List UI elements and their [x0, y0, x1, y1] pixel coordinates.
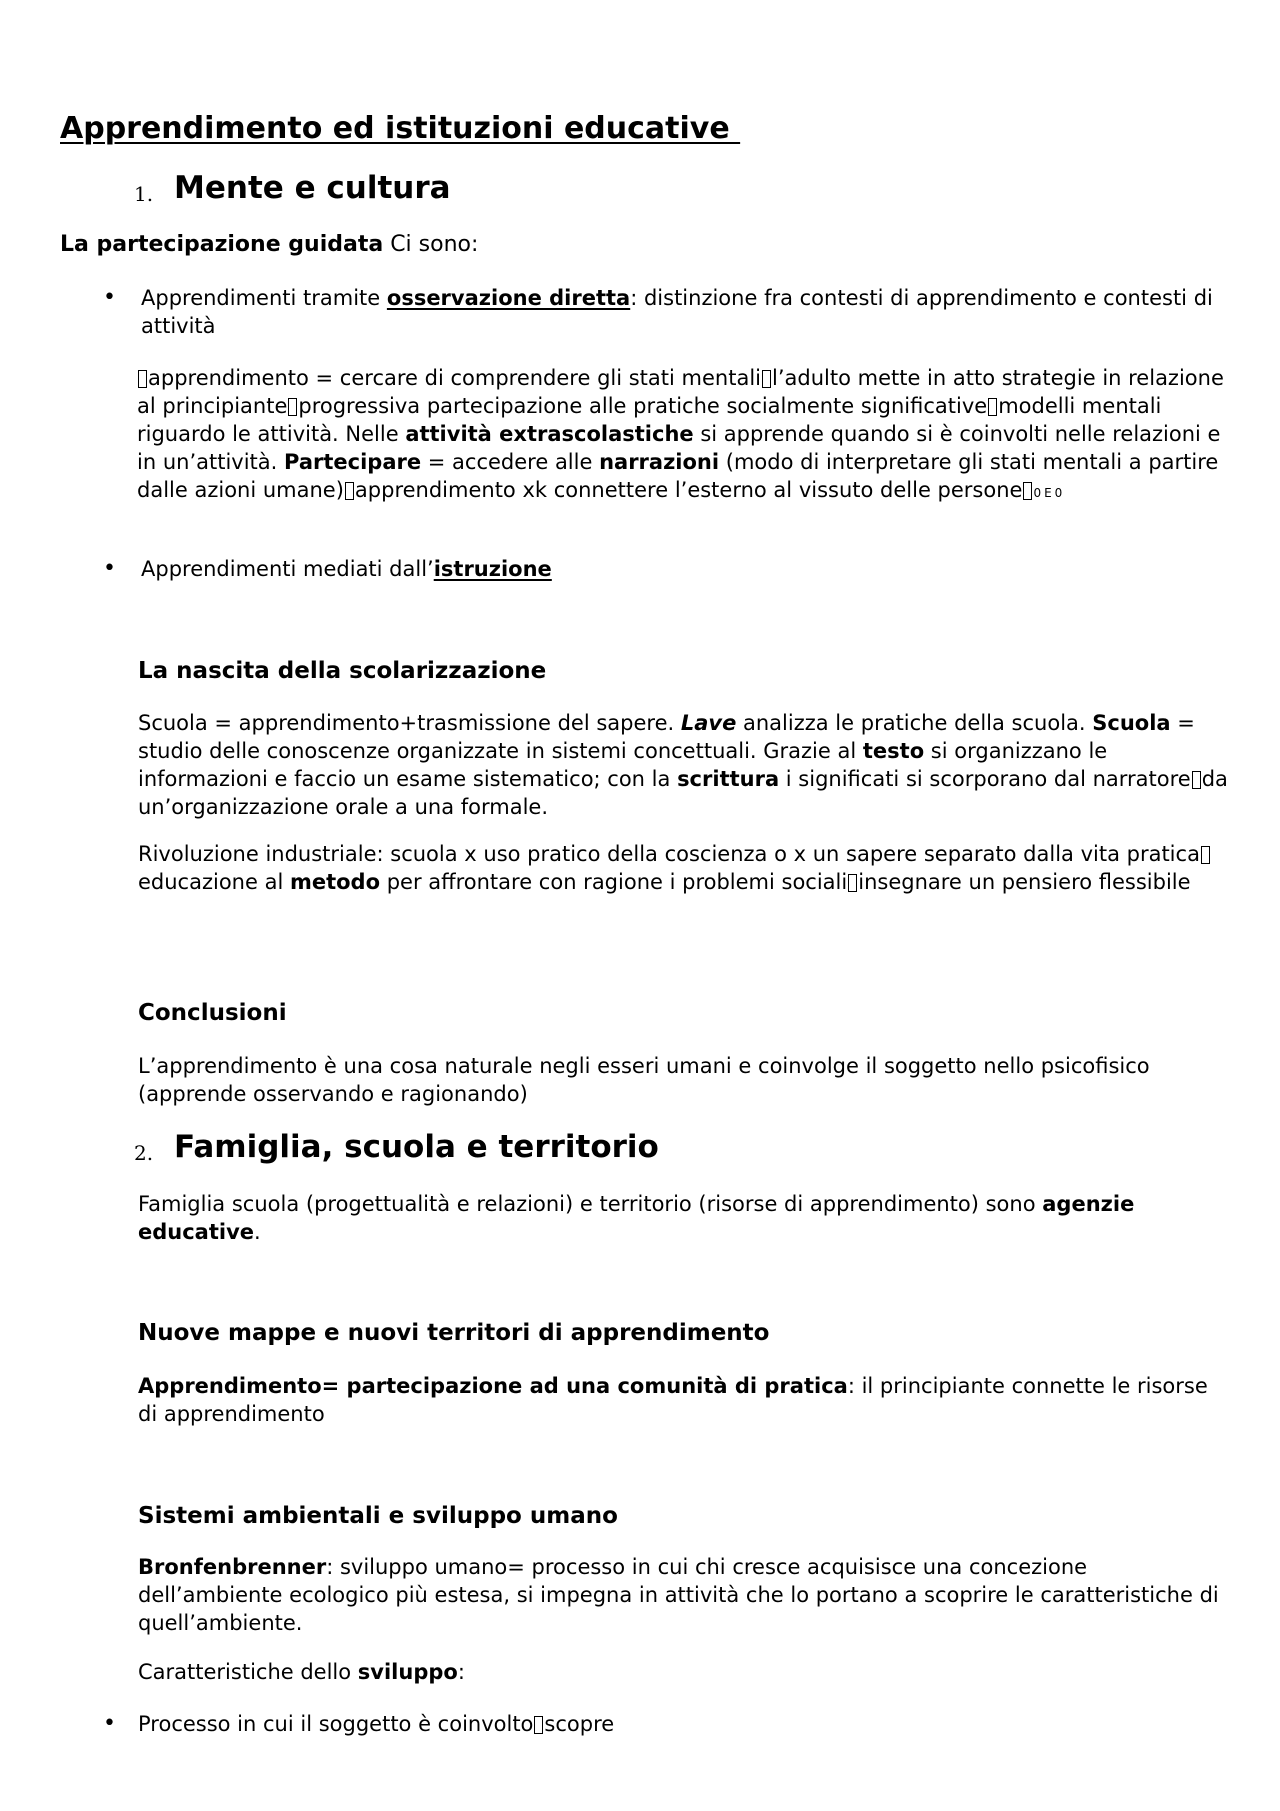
arrow-placeholder-icon: [1023, 482, 1032, 500]
detail-text: l’adulto mette in atto strategie in relazione al principiante: [137, 366, 1224, 418]
arrow-placeholder-icon: [1192, 771, 1201, 789]
paragraph-text: educazione al: [138, 870, 290, 894]
detail-text: modelli mentali riguardo le attività. Nelle: [137, 394, 1162, 446]
paragraph-text: : sviluppo umano= processo in cui chi cresce acquisisce una concezione dell’ambiente ecologico più estesa, si impegna in attività che lo portano a scoprire le caratteristiche di quell’ambiente.: [138, 1555, 1219, 1635]
paragraph-text: .: [254, 1220, 261, 1244]
detail-text: = accedere alle: [421, 450, 600, 474]
arrow-placeholder-icon: [1201, 846, 1210, 864]
section-number: 2.: [134, 1141, 154, 1165]
bullet-emphasis-osservazione: osservazione diretta: [386, 286, 631, 310]
subheading-sistemi-ambientali: Sistemi ambientali e sviluppo umano: [138, 1503, 618, 1529]
paragraph-text: per affrontare con ragione i problemi sociali: [380, 870, 848, 894]
paragraph-caratteristiche: [138, 1658, 1228, 1686]
subheading-nuove-mappe: Nuove mappe e nuovi territori di apprendimento: [138, 1320, 770, 1346]
bullet-emphasis-istruzione: istruzione: [433, 557, 552, 581]
arrow-placeholder-icon: [534, 1716, 543, 1734]
paragraph-text: : il principiante connette le risorse di apprendimento: [138, 1374, 1208, 1426]
bullet-icon: •: [103, 556, 116, 581]
bullet-text-prefix: Apprendimenti mediati dall’: [141, 557, 434, 581]
detail-text: apprendimento xk connettere l’esterno al vissuto delle persone: [354, 478, 1023, 502]
symbol-code: 0E0: [1033, 486, 1066, 500]
paragraph-bold: Apprendimento= partecipazione ad una comunità di pratica: [138, 1374, 848, 1398]
detail-text: apprendimento = cercare di comprendere gli stati mentali: [148, 366, 761, 390]
section-heading-famiglia: [134, 1127, 659, 1167]
bullet-text-suffix: : distinzione fra contesti di apprendimento e contesti di attività: [141, 286, 1213, 338]
bullet-text: Processo in cui il soggetto è coinvolto: [138, 1712, 534, 1736]
paragraph-text: Famiglia scuola (progettualità e relazioni) e territorio (risorse di apprendimento) sono: [138, 1192, 1043, 1216]
paragraph-bronfenbrenner: [138, 1553, 1228, 1637]
paragraph-text: insegnare un pensiero flessibile: [858, 870, 1191, 894]
paragraph-text: Rivoluzione industriale: scuola x uso pratico della coscienza o x un sapere separato dalla vita pratica: [138, 842, 1200, 866]
list-item-osservazione: [103, 284, 1226, 340]
detail-paragraph: [137, 364, 1237, 507]
intro-bold: La partecipazione guidata: [60, 232, 384, 257]
arrow-placeholder-icon: [345, 482, 354, 500]
paragraph-text: si organizzano le informazioni e faccio un esame sistematico; con la: [138, 739, 1108, 791]
subheading-conclusioni: Conclusioni: [138, 1000, 287, 1026]
paragraph-text: Scuola = apprendimento+trasmissione del sapere.: [138, 711, 681, 735]
paragraph-text: = studio delle conoscenze organizzate in sistemi concettuali. Grazie al: [138, 711, 1195, 763]
arrow-placeholder-icon: [848, 874, 857, 892]
paragraph-bold: agenzie educative: [138, 1192, 1135, 1244]
arrow-placeholder-icon: [138, 370, 147, 388]
list-item-processo: [103, 1710, 1223, 1738]
paragraph-text: :: [457, 1660, 465, 1684]
detail-text: si apprende quando si è coinvolti nelle relazioni e in un’attività.: [137, 422, 1221, 474]
detail-text: progressiva partecipazione alle pratiche socialmente significative: [298, 394, 988, 418]
detail-bold: Partecipare: [284, 450, 422, 474]
paragraph-text: i significati si scorporano dal narratore: [779, 767, 1191, 791]
detail-text: (modo di interpretare gli stati mentali a partire dalle azioni umane): [137, 450, 1219, 502]
document-title: Apprendimento ed istituzioni educative: [60, 111, 741, 146]
bullet-icon: •: [103, 1711, 116, 1736]
detail-bold: narrazioni: [599, 450, 720, 474]
paragraph-text: Caratteristiche dello: [138, 1660, 358, 1684]
bullet-text: scopre: [544, 1712, 615, 1736]
paragraph-scuola: [138, 709, 1228, 821]
paragraph-bold: scrittura: [677, 767, 780, 791]
paragraph-bold: testo: [862, 739, 925, 763]
paragraph-bold: metodo: [289, 870, 381, 894]
section-heading-text: Mente e cultura: [174, 170, 451, 206]
subheading-scolarizzazione: La nascita della scolarizzazione: [138, 658, 547, 684]
bullet-icon: •: [103, 285, 116, 310]
section-number: 1.: [134, 182, 154, 206]
section-heading-text: Famiglia, scuola e territorio: [174, 1129, 659, 1165]
section-heading-mente-e-cultura: [134, 168, 451, 208]
intro-rest: Ci sono:: [383, 232, 479, 257]
paragraph-bold: Scuola: [1092, 711, 1171, 735]
paragraph-conclusioni: L’apprendimento è una cosa naturale negli esseri umani e coinvolge il soggetto nello psicofisico (apprende osservando e ragionando): [138, 1054, 1150, 1106]
paragraph-text: da un’organizzazione orale a una formale.: [138, 767, 1228, 819]
detail-bold: attività extrascolastiche: [405, 422, 694, 446]
arrow-placeholder-icon: [288, 398, 297, 416]
arrow-placeholder-icon: [762, 370, 771, 388]
paragraph-agenzie: [138, 1190, 1228, 1246]
arrow-placeholder-icon: [988, 398, 997, 416]
paragraph-bold-italic: Lave: [680, 711, 737, 735]
paragraph-text: analizza le pratiche della scuola.: [736, 711, 1093, 735]
paragraph-bold: Bronfenbrenner: [138, 1555, 327, 1579]
list-item-istruzione: [103, 555, 1226, 583]
paragraph-bold: sviluppo: [357, 1660, 458, 1684]
intro-line: [60, 231, 1210, 259]
paragraph-rivoluzione: [138, 840, 1228, 896]
paragraph-comunita: [138, 1372, 1228, 1428]
bullet-text-prefix: Apprendimenti tramite: [141, 286, 387, 310]
